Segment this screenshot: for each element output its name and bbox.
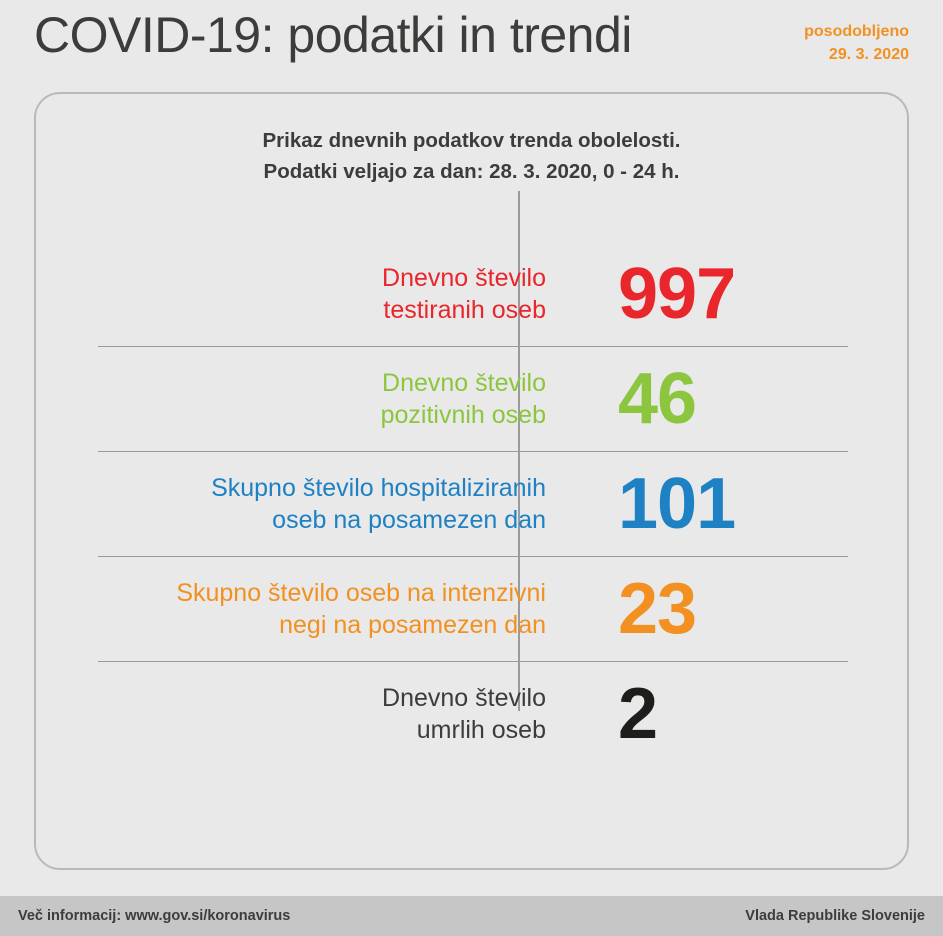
card-subtitle-line-1: Prikaz dnevnih podatkov trenda obolelosti. <box>262 129 681 152</box>
stat-value: 46 <box>618 359 697 439</box>
stat-label-line-2: oseb na posamezen dan <box>272 506 546 534</box>
table-row <box>98 452 848 557</box>
last-updated-date: 29. 3. 2020 <box>828 46 909 64</box>
stat-value: 2 <box>618 674 658 754</box>
stat-value: 101 <box>618 464 736 544</box>
table-row <box>98 347 848 452</box>
table-row <box>98 242 848 347</box>
stat-label <box>98 367 580 432</box>
stats-table <box>98 242 848 766</box>
stat-label <box>98 262 580 327</box>
stat-label <box>98 472 580 537</box>
stat-value: 997 <box>618 254 736 334</box>
stat-label-line-2: testiranih oseb <box>383 296 546 324</box>
stat-label <box>98 577 580 642</box>
table-row <box>98 557 848 662</box>
stat-label-line-1: Skupno število oseb na intenzivni <box>176 578 546 607</box>
stat-label-line-2: pozitivnih oseb <box>380 401 546 429</box>
card-subtitle <box>36 126 907 188</box>
stat-label-line-2: negi na posamezen dan <box>279 611 546 639</box>
last-updated-label: posodobljeno <box>804 23 909 40</box>
footer <box>0 896 943 936</box>
page-title: COVID-19: podatki in trendi <box>34 7 632 63</box>
data-card <box>34 92 909 870</box>
table-row <box>98 662 848 766</box>
stat-value: 23 <box>618 569 697 649</box>
stat-label-line-1: Dnevno število <box>382 263 546 292</box>
last-updated <box>804 20 909 66</box>
stat-label <box>98 682 580 747</box>
card-subtitle-line-2: Podatki veljajo za dan: 28. 3. 2020, 0 - 24 h. <box>263 159 680 183</box>
footer-info-link[interactable]: Več informacij: www.gov.si/koronavirus <box>18 908 291 924</box>
footer-organization: Vlada Republike Slovenije <box>745 908 925 924</box>
stat-label-line-1: Dnevno število <box>382 368 546 397</box>
header <box>0 0 943 84</box>
stat-label-line-1: Dnevno število <box>382 683 546 712</box>
stat-label-line-2: umrlih oseb <box>416 716 546 744</box>
stat-label-line-1: Skupno število hospitaliziranih <box>211 473 546 502</box>
